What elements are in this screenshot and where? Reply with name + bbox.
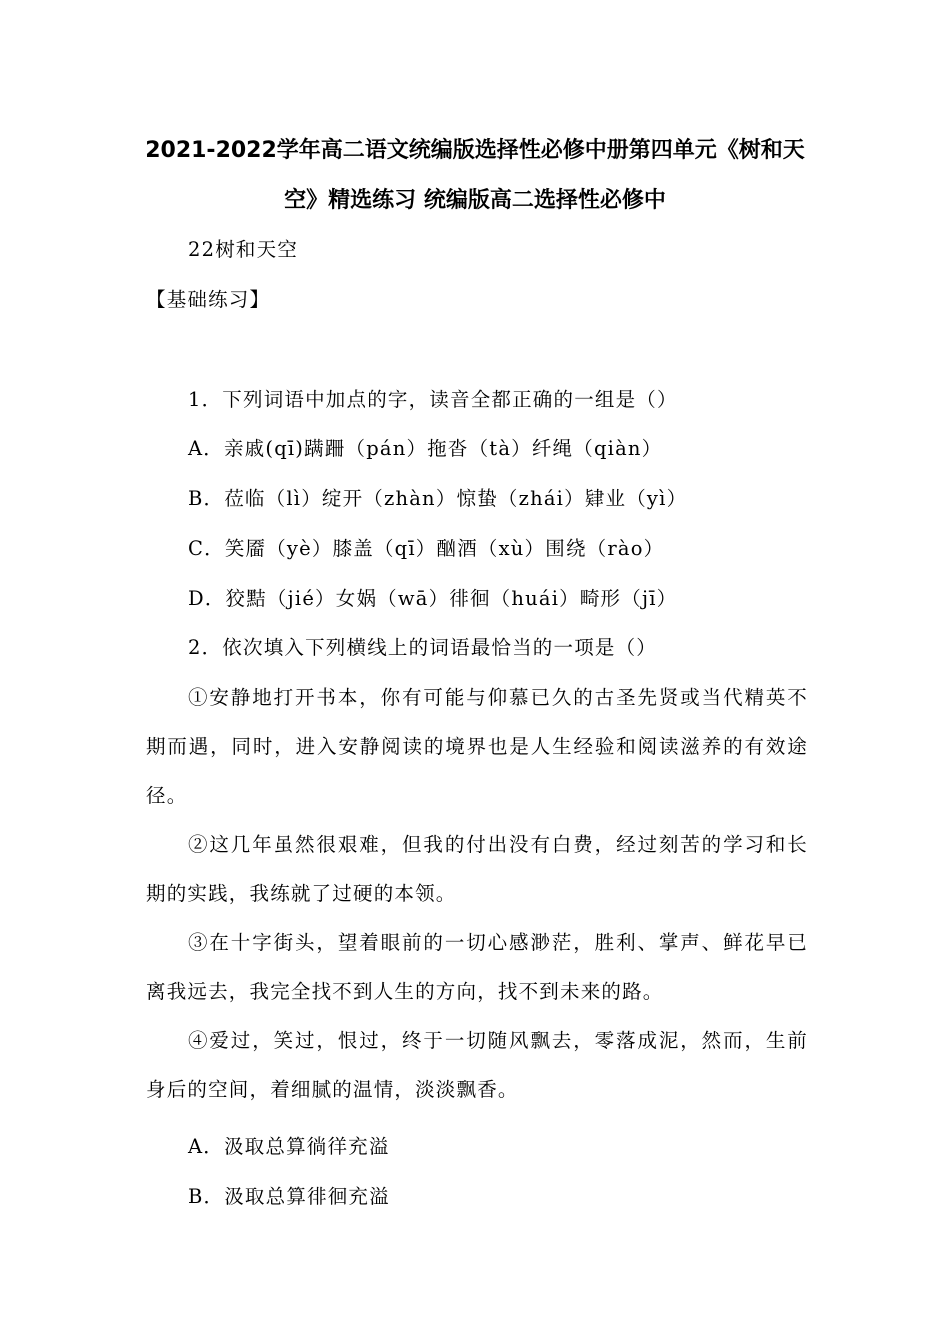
- question-1-stem: 1．下列词语中加点的字，读音全都正确的一组是（）: [188, 388, 678, 411]
- document-title-line-1: 2021-2022学年高二语文统编版选择性必修中册第四单元《树和天: [145, 138, 805, 163]
- question-2-passage-2: ②这几年虽然很艰难，但我的付出没有白费，经过刻苦的学习和长期的实践，我练就了过硬的本领。: [146, 833, 808, 905]
- question-1-option-b: B．莅临（lì）绽开（zhàn）惊蛰（zhái）肄业（yì）: [188, 487, 688, 510]
- question-1-option-d: D．狡黠（jié）女娲（wā）徘徊（huái）畸形（jī）: [188, 587, 678, 610]
- question-2-passage-3: ③在十字街头，望着眼前的一切心感渺茫，胜利、掌声、鲜花早已离我远去，我完全找不到人生的方向，找不到未来的路。: [146, 931, 808, 1003]
- question-2-passage-4: ④爱过，笑过，恨过，终于一切随风飘去，零落成泥，然而，生前身后的空间，着细腻的温情，淡淡飘香。: [146, 1029, 808, 1101]
- section-heading: 【基础练习】: [146, 288, 271, 311]
- question-1-option-c: C．笑靥（yè）膝盖（qī）酗酒（xù）围绕（rào）: [188, 537, 665, 560]
- question-2-stem: 2．依次填入下列横线上的词语最恰当的一项是（）: [188, 636, 658, 659]
- question-1-option-a: A．亲戚(qī)蹒跚（pán）拖沓（tà）纤绳（qiàn）: [188, 437, 663, 460]
- question-2-option-a: A．汲取总算徜徉充溢: [188, 1135, 390, 1158]
- document-title-line-2: 空》精选练习 统编版高二选择性必修中: [284, 188, 666, 213]
- lesson-heading: 22树和天空: [188, 238, 299, 261]
- question-2-passage-1: ①安静地打开书本，你有可能与仰慕已久的古圣先贤或当代精英不期而遇，同时，进入安静阅读的境界也是人生经验和阅读滋养的有效途径。: [146, 686, 808, 807]
- question-2-option-b: B．汲取总算徘徊充溢: [188, 1185, 390, 1208]
